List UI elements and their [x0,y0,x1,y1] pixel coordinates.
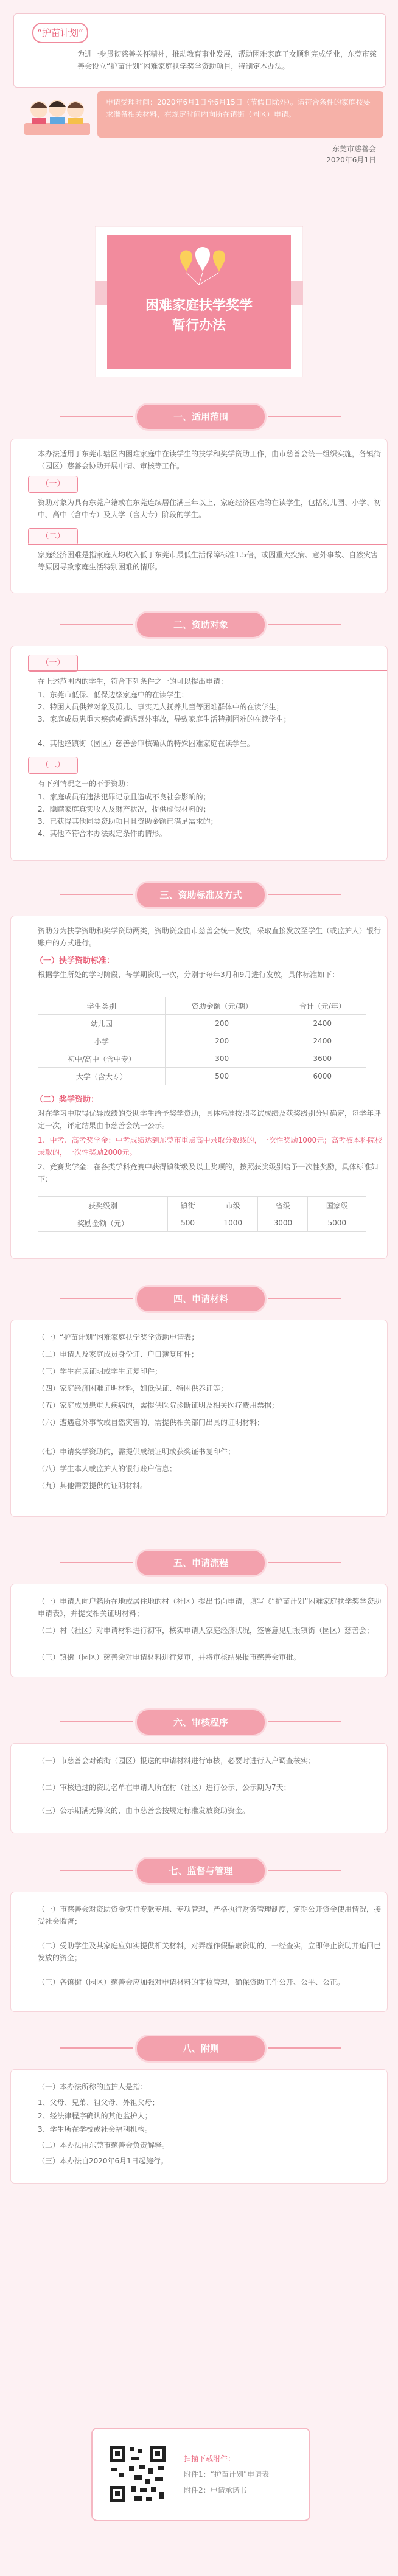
table-header: 学生类别 [38,997,166,1015]
divider [28,670,387,671]
list-item: （一）市慈善会对资助资金实行专款专用、专项管理，严格执行财务管理制度，定期公开资金使用情况，接受社会监督； [38,1905,382,1926]
table-cell: 300 [165,1050,279,1068]
banner-title-1: 困难家庭扶学奖学 [145,298,253,313]
s2-subtitle-2: （二） [28,757,78,774]
section-7-card [11,1892,387,2011]
scan-label: 扫描下载附件： [184,2454,236,2463]
list-item: 3、家庭成员患重大疾病或遭遇意外事故，导致家庭生活特别困难的在读学生； [38,715,291,723]
table-cell: 初中/高中（含中专） [38,1050,166,1068]
list-item: 3、已获得其他同类资助项目且资助金额已满足需求的； [38,817,218,826]
list-item: 1、东莞市低保、低保边缘家庭中的在读学生； [38,691,189,699]
list-item: 2、特困人员供养对象及孤儿、事实无人抚养儿童等困难群体中的在读学生； [38,703,284,711]
list-item: （九）其他需要提供的证明材料。 [38,1481,148,1490]
s3-paragraph: 资助分为扶学资助和奖学资助两类，资助资金由市慈善会统一发放，采取直接发放至学生（或监护人）银行账户的方式进行。 [38,927,382,947]
attachment-footer [91,2428,310,2521]
table-cell: 6000 [279,1068,366,1085]
section-4-card [11,1320,387,1516]
table-cell: 幼儿园 [38,1015,166,1032]
divider [28,544,387,545]
s1-subtitle-1: （一） [28,476,78,493]
s2-lead-2: 有下列情况之一的不予资助： [38,779,133,788]
list-item: 1、父母、兄弟、祖父母、外祖父母； [38,2098,159,2107]
list-item: （二）受助学生及其家庭应如实提供相关材料，对弄虚作假骗取资助的，一经查实，立即停止资助并追回已发放的资金； [38,1941,382,1962]
attachment-1-link[interactable]: 附件1：“护苗计划”申请表 [184,2470,270,2479]
section-3-card [11,916,387,1258]
table-cell: 小学 [38,1032,166,1050]
table-header: 省级 [258,1197,308,1214]
banner-title-2: 暂行办法 [172,318,226,333]
section-2-header: 二、资助对象 [135,611,267,639]
org-name: 东莞市慈善会 [332,145,376,153]
list-item: （一）“护苗计划”困难家庭扶学奖学资助申请表； [38,1333,199,1342]
award-table [38,1196,366,1232]
section-5-header: 五、申请流程 [135,1549,267,1577]
section-1-header: 一、适用范围 [135,403,267,431]
s1-paragraph-2: 资助对象为具有东莞户籍或在东莞连续居住满三年以上、家庭经济困难的在读学生，包括幼儿园、小学、初中、高中（含中专）及大学（含大专）阶段的学生。 [38,498,382,519]
s2-lead: 在上述范围内的学生，符合下列条件之一的可以提出申请： [38,677,228,686]
table-cell: 大学（含大专） [38,1068,166,1085]
list-item: （一）申请人向户籍所在地或居住地的村（社区）提出书面申请，填写《“护苗计划”困难家庭扶学奖学资助申请表》，并提交相关证明材料； [38,1597,382,1618]
table-header: 获奖级别 [38,1197,168,1214]
s3-paragraph-3: 对在学习中取得优异成绩的受助学生给予奖学资助，具体标准按照考试成绩及获奖级别分别确定，每学年评定一次，评定结果由市慈善会统一公示。 [38,1109,382,1130]
s3-subtitle-2: （二）奖学资助： [35,1095,99,1104]
section-6-card [11,1744,387,1833]
publish-date: 2020年6月1日 [326,156,376,164]
list-item: （二）村（社区）对申请材料进行初审，核实申请人家庭经济状况，签署意见后报镇街（园区）慈善会； [38,1626,374,1635]
table-row [38,1050,366,1068]
list-item: （三）各镇街（园区）慈善会应加强对申请材料的审核管理，确保资助工作公开、公平、公正。 [38,1978,345,1986]
table-cell: 2400 [279,1032,366,1050]
section-2-card [11,646,387,860]
table-header: 资助金额（元/期） [165,997,279,1015]
list-item: （五）家庭成员患重大疾病的，需提供医院诊断证明及相关医疗费用票据； [38,1401,279,1410]
section-7-header: 七、监督与管理 [135,1857,267,1885]
table-cell: 3600 [279,1050,366,1068]
list-item: （六）遭遇意外事故或自然灾害的，需提供相关部门出具的证明材料； [38,1418,265,1427]
aid-standard-table [38,997,366,1085]
program-tag: “护苗计划” [32,23,88,43]
s1-paragraph: 本办法适用于东莞市辖区内困难家庭中在读学生的扶学和奖学资助工作，由市慈善会统一组织实施，各镇街（园区）慈善会协助开展申请、审核等工作。 [38,450,382,470]
s3-paragraph-2: 根据学生所处的学习阶段，每学期资助一次，分别于每年3月和9月进行发放，具体标准如下： [38,970,340,979]
list-item: 3、学生所在学校或社会福利机构。 [38,2125,152,2134]
table-row [38,1068,366,1085]
section-4-header: 四、申请材料 [135,1285,267,1313]
list-item: （一）市慈善会对镇街（园区）报送的申请材料进行审核，必要时进行入户调查核实； [38,1756,316,1765]
table-row [38,997,366,1015]
list-item: 4、其他经镇街（园区）慈善会审核确认的特殊困难家庭在读学生。 [38,739,254,748]
table-cell: 3000 [258,1214,308,1232]
section-1-card [11,439,387,593]
table-cell: 奖励金额（元） [38,1214,168,1232]
table-cell: 200 [165,1032,279,1050]
list-item: 2、隐瞒家庭真实收入及财产状况，提供虚假材料的； [38,805,211,813]
list-item: （三）公示期满无异议的，由市慈善会按规定标准发放资助资金。 [38,1806,250,1815]
list-item: （二）审核通过的资助名单在申请人所在村（社区）进行公示，公示期为7天； [38,1783,291,1792]
list-item: （三）镇街（园区）慈善会对申请材料进行复审，并将审核结果报市慈善会审批。 [38,1653,301,1662]
list-item: （一）本办法所称的监护人是指： [38,2083,148,2091]
list-item: （二）本办法由东莞市慈善会负责解释。 [38,2141,170,2150]
s1-subtitle-2: （二） [28,528,78,545]
qr-code-icon[interactable] [107,2443,168,2504]
table-cell: 500 [165,1068,279,1085]
table-cell: 200 [165,1015,279,1032]
table-row [38,1015,366,1032]
list-item: 1、家庭成员有违法犯罪记录且造成不良社会影响的； [38,793,211,801]
s2-subtitle-1: （一） [28,655,78,672]
attachment-2-link[interactable]: 附件2：申请承诺书 [184,2486,247,2494]
list-item: （七）申请奖学资助的，需提供成绩证明或获奖证书复印件； [38,1447,236,1456]
table-row [38,1214,366,1232]
list-item: 2、经法律程序确认的其他监护人； [38,2112,152,2120]
section-8-card [11,2070,387,2183]
children-illustration-icon [21,91,94,138]
section-8-header: 八、附则 [135,2035,267,2063]
table-cell: 500 [168,1214,208,1232]
section-3-header: 三、资助标准及方式 [135,881,267,909]
list-item: 4、其他不符合本办法规定条件的情形。 [38,829,167,838]
table-cell: 1000 [208,1214,258,1232]
table-header: 合计（元/年） [279,997,366,1015]
list-item: （三）本办法自2020年6月1日起施行。 [38,2157,168,2165]
s3-paragraph-5: 2、竞赛奖学金：在各类学科竞赛中获得镇街级及以上奖项的，按照获奖级别给予一次性奖励，具体标准如下： [38,1163,379,1183]
intro-text: 为进一步贯彻慈善关怀精神，推动教育事业发展，帮助困难家庭子女顺利完成学业，东莞市慈善会设立“护苗计划”困难家庭扶学奖学资助项目，特制定本办法。 [77,50,377,71]
section-5-card [11,1584,387,1677]
s1-paragraph-3: 家庭经济困难是指家庭人均收入低于东莞市最低生活保障标准1.5倍，或因重大疾病、意外事故、自然灾害等原因导致家庭生活特别困难的情形。 [38,551,379,571]
table-cell: 2400 [279,1015,366,1032]
table-row [38,1197,366,1214]
section-6-header: 六、审核程序 [135,1708,267,1736]
table-cell: 5000 [308,1214,366,1232]
s3-paragraph-4: 1、中考、高考奖学金：中考成绩达到东莞市重点高中录取分数线的，一次性奖励1000元；高考被本科院校录取的，一次性奖励2000元。 [38,1136,383,1157]
list-item: （四）家庭经济困难证明材料，如低保证、特困供养证等； [38,1384,228,1393]
table-row [38,1032,366,1050]
application-notice: 申请受理时间：2020年6月1日至6月15日（节假日除外）。请符合条件的家庭按要求准备相关材料，在规定时间内向所在镇街（园区）申请。 [97,91,383,138]
list-item: （三）学生在读证明或学生证复印件； [38,1367,162,1376]
s3-subtitle-1: （一）扶学资助标准： [35,956,115,966]
table-header: 镇街 [168,1197,208,1214]
table-header: 国家级 [308,1197,366,1214]
list-item: （八）学生本人或监护人的银行账户信息； [38,1464,177,1473]
list-item: （二）申请人及家庭成员身份证、户口簿复印件； [38,1350,199,1359]
table-header: 市级 [208,1197,258,1214]
intro-box [13,13,386,88]
